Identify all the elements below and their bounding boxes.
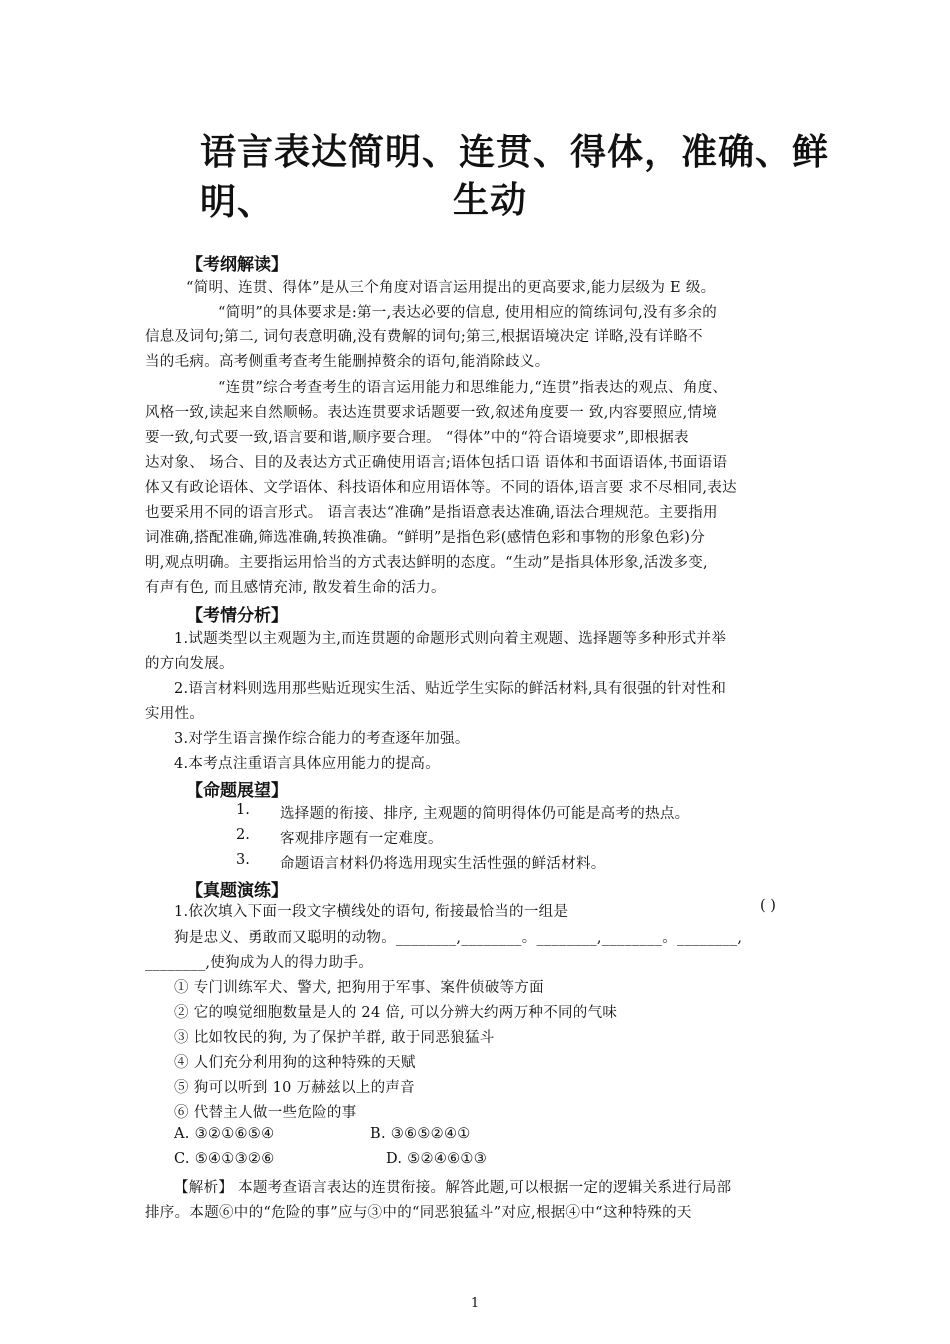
- paragraph-line: 明,观点明确。主要指运用恰当的方式表达鲜明的态度。“生动”是指具体形象,活泼多变,: [145, 555, 708, 571]
- answer-parentheses: ( ): [760, 898, 776, 914]
- paragraph-line: “简明、连贯、得体”是从三个角度对语言运用提出的更高要求,能力层级为 E 级。: [186, 280, 716, 296]
- paragraph-line: 的方向发展。: [145, 656, 234, 672]
- section-heading-analysis: 【考情分析】: [186, 606, 288, 626]
- paragraph-line: 实用性。: [145, 706, 205, 722]
- list-item: 选择题的衔接、排序, 主观题的简明得体仍可能是高考的热点。: [280, 806, 690, 822]
- option-item: ② 它的嗅觉细胞数量是人的 24 倍, 可以分辨大约两万种不同的气味: [174, 1005, 618, 1021]
- paragraph-line: 4.本考点注重语言具体应用能力的提高。: [174, 756, 441, 772]
- choice-d: D. ⑤②④⑥①③: [386, 1151, 488, 1167]
- page-title-line2: 生动: [452, 180, 527, 221]
- paragraph-line: 1.试题类型以主观题为主,而连贯题的命题形式则向着主观题、选择题等多种形式并举: [174, 631, 727, 647]
- question-stem: 狗是忠义、勇敢而又聪明的动物。________,________。________,________。________,: [174, 930, 743, 946]
- option-item: ① 专门训练军犬、警犬, 把狗用于军事、案件侦破等方面: [174, 980, 544, 996]
- choice-a: A. ③②①⑥⑤④: [174, 1126, 275, 1142]
- paragraph-line: 词准确,搭配准确,筛选准确,转换准确。“鲜明”是指色彩(感情色彩和事物的形象色彩)分: [145, 530, 706, 546]
- paragraph-line: 有声有色, 而且感情充沛, 散发着生命的活力。: [145, 580, 446, 596]
- page-title-line1: 语言表达简明、连贯、得体，准确、鲜明、: [200, 132, 830, 223]
- paragraph-line: “简明”的具体要求是:第一,表达必要的信息, 使用相应的简练词句,没有多余的: [218, 305, 718, 321]
- page-number: 1: [470, 1296, 480, 1311]
- paragraph-line: 信息及词句;第二, 词句表意明确,没有费解的词句;第三,根据语境决定 详略,没有详略不: [145, 329, 703, 345]
- list-item: 命题语言材料仍将选用现实生活性强的鲜活材料。: [280, 856, 606, 872]
- list-item: 客观排序题有一定难度。: [280, 831, 443, 847]
- paragraph-line: “连贯”综合考查考生的语言运用能力和思维能力,“连贯”指表达的观点、角度、: [218, 380, 728, 396]
- option-item: ⑥ 代替主人做一些危险的事: [174, 1105, 357, 1121]
- analysis-text: 【解析】 本题考查语言表达的连贯衔接。解答此题,可以根据一定的逻辑关系进行局部: [174, 1180, 732, 1196]
- analysis-text: 排序。本题⑥中的“危险的事”应与③中的“同恶狼猛斗”对应,根据④中“这种特殊的天: [145, 1205, 692, 1221]
- paragraph-line: 要一致,句式要一致,语言要和谐,顺序要合理。 “得体”中的“符合语境要求”,即根据表: [145, 430, 689, 446]
- paragraph-line: 达对象、 场合、目的及表达方式正确使用语言;语体包括口语 语体和书面语语体,书面语语: [145, 455, 728, 471]
- question-text: 1.依次填入下面一段文字横线处的语句, 衔接最恰当的一组是: [174, 904, 569, 920]
- question-stem: ________,使狗成为人的得力助手。: [145, 955, 374, 971]
- section-heading-practice: 【真题演练】: [186, 881, 288, 901]
- section-heading-syllabus: 【考纲解读】: [186, 255, 288, 275]
- option-item: ④ 人们充分利用狗的这种特殊的天赋: [174, 1055, 416, 1071]
- paragraph-line: 也要采用不同的语言形式。 语言表达“准确”是指语意表达准确,语法合理规范。主要指用: [145, 505, 718, 521]
- list-item-number: 2.: [236, 827, 250, 843]
- choice-c: C. ⑤④①③②⑥: [174, 1151, 275, 1167]
- option-item: ③ 比如牧民的狗, 为了保护羊群, 敢于同恶狼猛斗: [174, 1030, 495, 1046]
- section-heading-outlook: 【命题展望】: [186, 781, 288, 801]
- list-item-number: 3.: [236, 852, 250, 868]
- option-item: ⑤ 狗可以听到 10 万赫兹以上的声音: [174, 1080, 415, 1096]
- paragraph-line: 风格一致,读起来自然顺畅。表达连贯要求话题要一致,叙述角度要一 致,内容要照应,情境: [145, 405, 718, 421]
- paragraph-line: 3.对学生语言操作综合能力的考查逐年加强。: [174, 731, 470, 747]
- list-item-number: 1.: [236, 802, 250, 818]
- choice-b: B. ③⑥⑤②④①: [370, 1126, 471, 1142]
- paragraph-line: 当的毛病。高考侧重考查考生能删掉赘余的语句,能消除歧义。: [145, 354, 550, 370]
- paragraph-line: 2.语言材料则选用那些贴近现实生活、贴近学生实际的鲜活材料,具有很强的针对性和: [174, 681, 727, 697]
- paragraph-line: 体又有政论语体、文学语体、科技语体和应用语体等。不同的语体,语言要 求不尽相同,表达: [145, 480, 737, 496]
